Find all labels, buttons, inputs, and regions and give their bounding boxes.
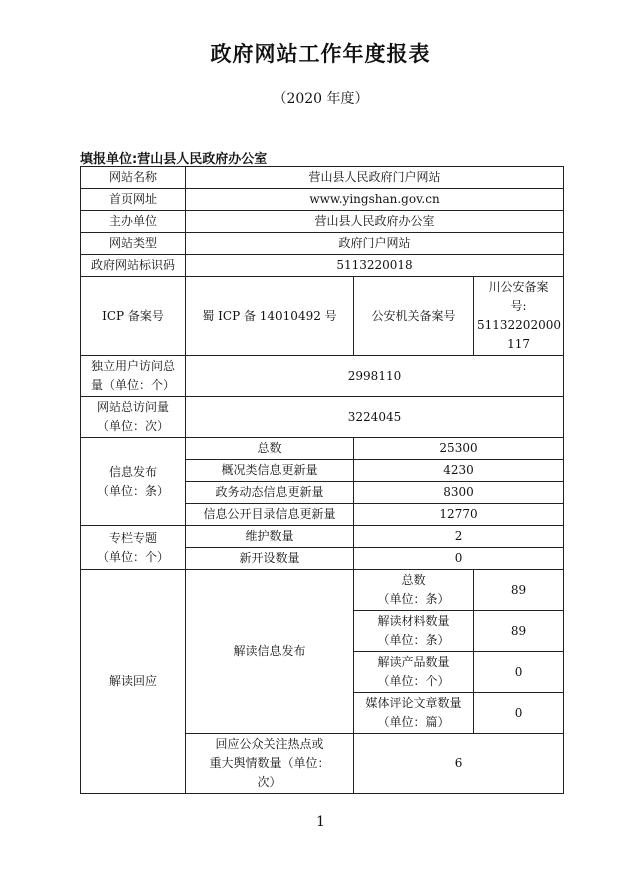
report-year: （2020 年度）: [272, 91, 369, 107]
info-total-label: 总数: [186, 438, 354, 460]
table-row: [81, 211, 564, 233]
table-row: [81, 167, 564, 189]
interpret-total-label: [354, 570, 474, 611]
unique-visitors-value: 2998110: [186, 356, 564, 397]
table-row: [81, 356, 564, 397]
interpret-response-label: 解读回应: [81, 570, 186, 794]
page-title: 政府网站工作年度报表: [210, 42, 431, 66]
hot-response-value: 6: [354, 734, 564, 794]
site-name-label: 网站名称: [81, 167, 186, 189]
info-release-label-line: （单位：条）: [96, 483, 169, 498]
interpret-label-line: （单位：个）: [377, 674, 450, 688]
police-record-line: 川公安备案: [488, 280, 549, 294]
info-overview-label: 概况类信息更新量: [186, 460, 354, 482]
host-unit-label: 主办单位: [81, 211, 186, 233]
table-row: [81, 277, 564, 356]
info-catalog-value: 12770: [354, 504, 564, 526]
icp-value: 蜀 ICP 备 14010492 号: [186, 277, 354, 356]
special-maintained-value: 2: [354, 526, 564, 548]
interpret-label-line: （单位：篇）: [377, 715, 450, 729]
special-topic-label: [81, 526, 186, 570]
site-type-label: 网站类型: [81, 233, 186, 255]
info-release-label: [81, 438, 186, 526]
total-visits-value: 3224045: [186, 397, 564, 438]
unique-visitors-label-line: 量（单位：个）: [90, 378, 175, 392]
interpret-label-line: 解读产品数量: [377, 655, 450, 669]
special-new-value: 0: [354, 548, 564, 570]
table-row: [81, 438, 564, 460]
site-url-value: www.yingshan.gov.cn: [186, 189, 564, 211]
site-url-label: 首页网址: [81, 189, 186, 211]
interpret-release-label: 解读信息发布: [186, 570, 354, 734]
host-unit-value: 营山县人民政府办公室: [186, 211, 564, 233]
total-visits-label-line: 网站总访问量: [96, 400, 169, 414]
reporting-unit: 填报单位:营山县人民政府办公室: [80, 152, 268, 167]
icp-label: ICP 备案号: [81, 277, 186, 356]
report-table: [80, 166, 564, 794]
interpret-label-line: （单位：条）: [377, 633, 450, 647]
interpret-material-label: [354, 611, 474, 652]
special-topic-label-line: （单位：个）: [96, 549, 169, 564]
site-type-value: 政府门户网站: [186, 233, 564, 255]
site-id-label: 政府网站标识码: [81, 255, 186, 277]
site-name-value: 营山县人民政府门户网站: [186, 167, 564, 189]
police-record-label: 公安机关备案号: [354, 277, 474, 356]
hot-response-label: [186, 734, 354, 794]
police-record-value: [474, 277, 564, 356]
table-row: [81, 255, 564, 277]
police-record-line: 51132202000: [477, 318, 561, 332]
special-new-label: 新开设数量: [186, 548, 354, 570]
site-id-value: 5113220018: [186, 255, 564, 277]
interpret-total-value: 89: [474, 570, 564, 611]
hot-response-label-line: 重大舆情数量（单位：: [209, 756, 330, 770]
interpret-label-line: 解读材料数量: [377, 614, 450, 628]
info-news-label: 政务动态信息更新量: [186, 482, 354, 504]
page-number: 1: [316, 814, 325, 830]
police-record-line: 117: [507, 337, 530, 351]
special-maintained-label: 维护数量: [186, 526, 354, 548]
info-news-value: 8300: [354, 482, 564, 504]
interpret-label-line: 媒体评论文章数量: [365, 696, 462, 710]
info-catalog-label: 信息公开目录信息更新量: [186, 504, 354, 526]
interpret-product-value: 0: [474, 652, 564, 693]
interpret-product-label: [354, 652, 474, 693]
interpret-media-label: [354, 693, 474, 734]
interpret-label-line: 总数: [401, 573, 426, 587]
table-row: [81, 526, 564, 548]
unique-visitors-label: [81, 356, 186, 397]
info-total-value: 25300: [354, 438, 564, 460]
hot-response-label-line: 次）: [257, 775, 282, 789]
table-row: [81, 233, 564, 255]
interpret-label-line: （单位：条）: [377, 592, 450, 606]
police-record-line: 号:: [510, 299, 527, 313]
hot-response-label-line: 回应公众关注热点或: [215, 737, 324, 751]
unique-visitors-label-line: 独立用户访问总: [90, 359, 175, 373]
interpret-media-value: 0: [474, 693, 564, 734]
total-visits-label: [81, 397, 186, 438]
table-row: [81, 189, 564, 211]
info-release-label-line: 信息发布: [108, 464, 157, 479]
info-overview-value: 4230: [354, 460, 564, 482]
table-row: [81, 397, 564, 438]
total-visits-label-line: （单位：次）: [96, 419, 169, 433]
table-row: [81, 570, 564, 611]
interpret-material-value: 89: [474, 611, 564, 652]
special-topic-label-line: 专栏专题: [108, 530, 157, 545]
